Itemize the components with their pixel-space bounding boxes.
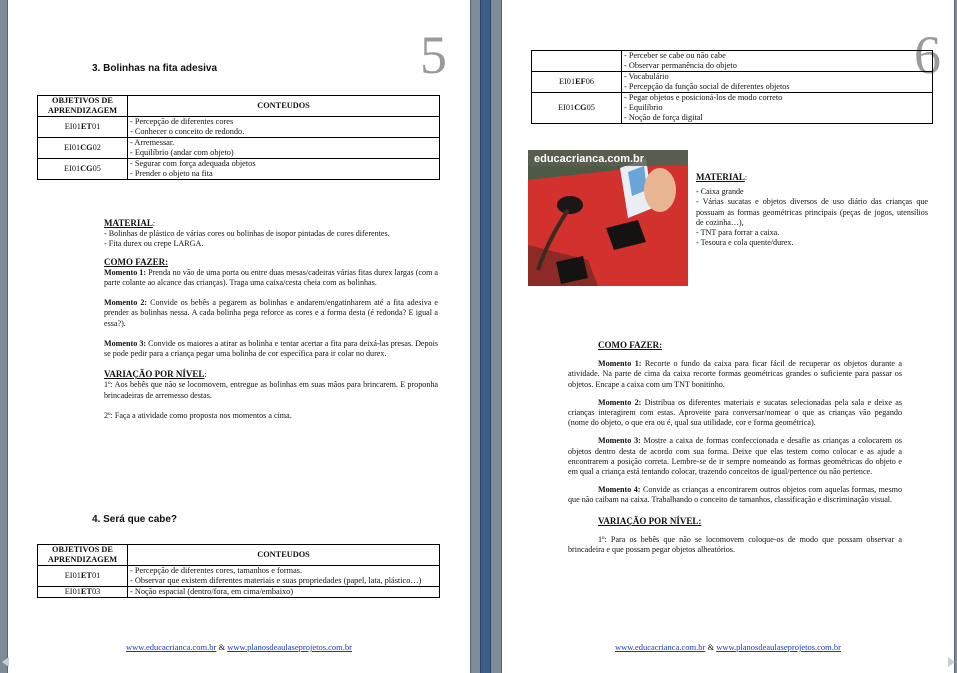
previous-page-arrow-icon[interactable] xyxy=(2,657,9,667)
content-line: - Equilíbrio xyxy=(624,103,663,112)
content-line: - Perceber se cabe ou não cabe xyxy=(624,51,726,60)
material-item: - Bolinhas de plástico de várias cores ou bolinhas de isopor pintadas de cores diferentes. xyxy=(104,229,390,239)
objective-code: EI01ET01 xyxy=(38,566,128,587)
variacao-item: 2º: Faça a atividade como proposta nos momentos a cima. xyxy=(104,410,292,420)
section-4-title: 4. Será que cabe? xyxy=(92,514,178,525)
material-heading: MATERIAL xyxy=(696,172,745,182)
page-number: 6 xyxy=(914,25,941,85)
variacao-heading: VARIAÇÃO POR NÍVEL: xyxy=(598,515,702,526)
objective-code: EI01CG05 xyxy=(532,93,622,124)
moment-paragraph: Momento 2: Convide os bebês a pegarem as bolinhas e andarem/engatinharem até a fita adesiva e prender as bolinhas nessa. A cada bolinha pega reforce as cores e a forma desta (é redonda? E igual a essa?). xyxy=(104,298,438,328)
content-cell xyxy=(622,72,933,93)
content-line: - Percepção de diferentes cores, tamanhos e formas. xyxy=(130,566,303,575)
content-cell xyxy=(622,93,933,124)
moment-paragraph: Momento 3: Convide os maiores a atirar as bolinha e tentar acertar a fita para deixá-las presas. Depois se pode pedir para a criança pegar uma bolinha de cor específica para ir colar no durex. xyxy=(104,338,439,359)
page-gutter xyxy=(476,0,496,673)
material-item: - TNT para forrar a caixa. xyxy=(696,228,780,238)
header-objectives: OBJETIVOS DE APRENDIZAGEM xyxy=(38,96,128,117)
objective-code: EI01EF06 xyxy=(532,72,622,93)
footer: www.educacrianca.com.br & www.planosdeaulaseprojetos.com.br xyxy=(615,642,841,652)
content-line: - Prender o objeto na fita xyxy=(130,169,213,178)
vertical-scrollbar[interactable] xyxy=(480,0,491,673)
page-number: 5 xyxy=(420,25,447,85)
content-line: - Segurar com força adequada objetos xyxy=(130,159,256,168)
material-item: - Fita durex ou crepe LARGA. xyxy=(104,239,204,249)
content-cell xyxy=(622,51,933,72)
footer-link-educacrianca[interactable]: www.educacrianca.com.br xyxy=(615,642,706,652)
moment-paragraph: Momento 2: Distribua os diferentes materiais e sucatas selecionadas pela sala e deixe as crianças interagirem com estas. Aproveite para conversar/nomear o que as crianças vão pegando (nome do objeto, o que era ou é, qual sua utilidade, cor e forma geométrica). xyxy=(568,397,902,428)
como-fazer-heading: COMO FAZER: xyxy=(104,256,169,267)
objectives-table-3 xyxy=(37,95,440,180)
material-heading: MATERIAL xyxy=(104,218,153,228)
objectives-table-4 xyxy=(37,544,440,598)
variacao-item: 1º: Aos bebês que não se locomovem, entregue as bolinhas em suas mãos para brincarem. E proponha brincadeiras de arremesso destas. xyxy=(104,380,438,400)
moment-paragraph: Momento 3: Mostre a caixa de formas confeccionada e desafie as crianças a colocarem os objetos dentro desta de acordo com sua forma. Deixe que elas testem como colocar e as ajude a encontrarem a posição correta. Lembre-se de ir sempre nomeando as formas geométricas do objeto e em qual a criança está tentando colocar, trazendo conceitos de igual/pertence ou não pertence. xyxy=(568,436,902,477)
photo-box-image xyxy=(528,150,688,286)
moment-paragraph: Momento 1: Recorte o fundo da caixa para ficar fácil de recuperar os objetos durante a atividade. Na parte de cima da caixa recorte formas geométricas grandes o suficiente para passar os objetos. Encape a caixa com um TNT bonitinho. xyxy=(568,359,902,389)
content-line: - Percepção de diferentes cores xyxy=(130,117,234,126)
table-row xyxy=(532,51,933,72)
material-item: - Tesoura e cola quente/durex. xyxy=(696,238,794,248)
table-row xyxy=(38,566,440,587)
content-line: - Pegar objetos e posicioná-los de modo correto xyxy=(624,93,783,102)
material-item: - Caixa grande xyxy=(696,187,744,197)
activity-photo xyxy=(528,150,688,286)
header-contents: CONTEUDOS xyxy=(128,96,440,117)
footer-link-educacrianca[interactable]: www.educacrianca.com.br xyxy=(126,642,217,652)
variacao-item: 1º: Para os bebês que não se locomovem coloque-os de modo que possam observar a brincadeira e que possam pegar objetos alheatórios. xyxy=(568,534,902,555)
table-row xyxy=(38,587,440,598)
photo-watermark: educacrianca.com.br xyxy=(534,153,645,165)
como-fazer-section xyxy=(568,340,902,555)
content-line: - Observar que existem diferentes materiais e suas propriedades (papel, lata, plástico…) xyxy=(130,576,422,585)
content-line: - Observar permanência do objeto xyxy=(624,61,737,70)
content-cell xyxy=(128,159,440,180)
content-line: - Equilíbrio (andar com objeto) xyxy=(130,148,234,157)
content-line: - Noção de força digital xyxy=(624,113,703,122)
variacao-heading: VARIAÇÃO POR NÍVEL xyxy=(104,369,205,380)
section-3-title: 3. Bolinhas na fita adesiva xyxy=(92,63,218,74)
material-item: - Várias sucatas e objetos diversos de uso diário das crianças que possuam as formas geométricas principais (peças de jogos, utensílios de cozinha…), xyxy=(696,197,928,227)
next-page-arrow-icon[interactable] xyxy=(948,657,955,667)
material-section: MATERIAL: - Caixa grande - Várias sucatas e objetos diversos de uso diário das crianças que possuam as formas geométricas principais (peças de jogos, utensílios de cozinha…), - TNT para forrar a caixa. - Tesoura e cola quente/durex. xyxy=(696,172,928,248)
content-line: - Noção espacial (dentro/fora, em cima/embaixo) xyxy=(130,587,294,596)
document-page-6 xyxy=(502,0,954,673)
objectives-table-continued xyxy=(531,50,933,124)
como-fazer-heading: COMO FAZER: xyxy=(598,340,663,350)
objective-code: EI01CG05 xyxy=(38,159,128,180)
table-row xyxy=(38,159,440,180)
content-line: - Percepção da função social de diferentes objetos xyxy=(624,82,790,91)
content-line: - Vocabulário xyxy=(624,72,669,81)
moment-paragraph: Momento 1: Prenda no vão de uma porta ou entre duas mesas/cadeiras várias fitas durex largas (com a parte colante ao alcance das crianças). Traga uma caixa/cesta cheia com as bolinhas. xyxy=(104,267,438,288)
header-objectives: OBJETIVOS DE APRENDIZAGEM xyxy=(38,545,128,566)
material-section: MATERIAL: - Bolinhas de plástico de várias cores ou bolinhas de isopor pintadas de cores diferentes. - Fita durex ou crepe LARGA. COMO FAZER: Momento 1: Prenda no vão de uma porta ou entre duas mesas/cadeiras várias fitas durex largas (com a parte colante ao alcance das crianças). Traga uma caixa/cesta cheia com as bolinhas. Momento 2: Convide os bebês a pegarem as bolinhas e andarem/engatinharem até a fita adesiva e prender as bolinhas nessa. A cada bolinha pega reforce as cores e a forma desta (é redonda? E igual a essa?). Momento 3: Convide os maiores a atirar as bolinha e tentar acertar a fita para deixá-las presas. Depois se pode pedir para a criança pegar uma bolinha de cor específica para ir colar no durex. VARIAÇÃO POR NÍVEL: 1º: Aos bebês que não se locomovem, entregue as bolinhas em suas mãos para brincarem. E proponha brincadeiras de arremesso destas. 2º: Faça a atividade como proposta nos momentos a cima. xyxy=(104,218,439,420)
table-row xyxy=(38,117,440,138)
objective-code: EI01ET01 xyxy=(38,117,128,138)
content-line: - Conhecer o conceito de redondo. xyxy=(130,127,245,136)
moment-paragraph: Momento 4: Convide as crianças a encontrarem outros objetos com aquelas formas, mesmo que não caibam na caixa. Trabalhando o conceito de tamanhos, classificação e discriminação visual. xyxy=(568,485,902,505)
footer: www.educacrianca.com.br & www.planosdeaulaseprojetos.com.br xyxy=(126,642,352,652)
objective-code: EI01ET03 xyxy=(38,587,128,598)
content-cell xyxy=(128,117,440,138)
footer-link-planos[interactable]: www.planosdeaulaseprojetos.com.br xyxy=(227,642,352,652)
table-row xyxy=(532,93,933,124)
content-cell xyxy=(128,138,440,159)
content-line: - Arremessar. xyxy=(130,138,175,147)
content-cell xyxy=(128,566,440,587)
table-row xyxy=(532,72,933,93)
header-contents: CONTEUDOS xyxy=(128,545,440,566)
content-cell xyxy=(128,587,440,598)
document-page-5 xyxy=(8,0,470,673)
table-row xyxy=(38,138,440,159)
objective-code xyxy=(532,51,622,72)
objective-code: EI01CG02 xyxy=(38,138,128,159)
footer-link-planos[interactable]: www.planosdeaulaseprojetos.com.br xyxy=(716,642,841,652)
